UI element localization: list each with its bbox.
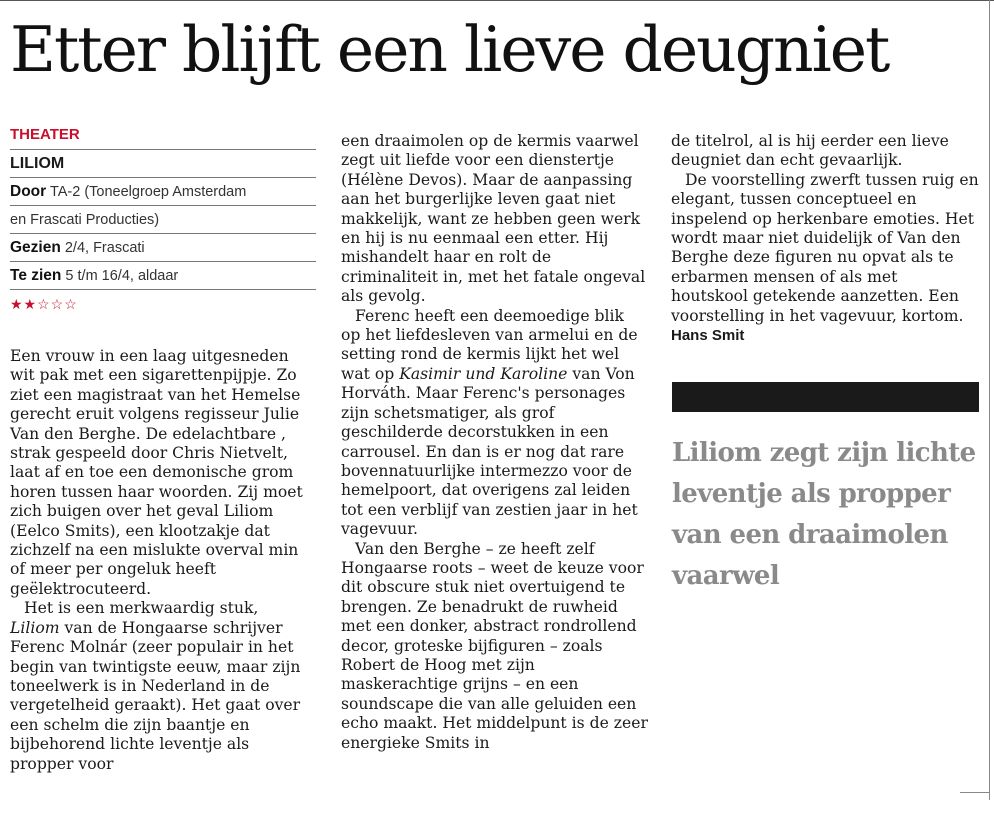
credits-row-continued (10, 206, 316, 234)
credits-value: TA-2 (Toneelgroep Amsterdam (49, 184, 247, 200)
paragraph: Van den Berghe – ze heeft zelf Hongaarse roots – weet de keuze voor dit obscure stuk niet overtuigend te brengen. Ze benadrukt de ruwheid met een donker, abstract rondrollend decor, groteske bijfiguren – zoals Robert de Hoog met zijn maskerachtige grijns – en een soundscape die van alle geluiden een echo maakt. Het middelpunt is de zeer energieke Smits in (341, 539, 648, 752)
black-bar (672, 382, 979, 412)
showing-value: 5 t/m 16/4, aldaar (65, 268, 179, 284)
factbox (10, 124, 316, 314)
paragraph: De voorstelling zwerft tussen ruig en elegant, tussen conceptueel en inspelend op herkenbare emoties. Het wordt maar niet duidelijk of Van den Berghe deze figuren nu opvat als te erbarmen mensen of als met houtskool getekende aanzetten. Een voorstelling in het vagevuur, kortom. (671, 170, 979, 325)
column-3 (671, 132, 979, 345)
top-rule (0, 0, 994, 1)
headline: Etter blijft een lieve deugniet (10, 13, 889, 86)
paragraph: Het is een merkwaardig stuk, Liliom van de Hongaarse schrijver Ferenc Molnár (zeer populair in het begin van twintigste eeuw, maar zijn toneelwerk is in Nederland in de vergetelheid geraakt). Het gaat over een schelm die zijn baantje en bijbehorend lichte leventje als propper voor (10, 599, 301, 773)
right-rule (989, 0, 990, 800)
showing-label: Te zien (10, 267, 62, 284)
seen-row (10, 234, 316, 262)
byline: Hans Smit (671, 327, 745, 345)
seen-label: Gezien (10, 239, 61, 256)
credits-label: Door (10, 183, 47, 200)
section-kicker: THEATER (10, 124, 316, 150)
column-1 (10, 347, 310, 774)
credits-value-continued: en Frascati Producties) (10, 212, 160, 228)
pull-quote: Liliom zegt zijn lichte leventje als propper van een draaimolen vaarwel (672, 438, 976, 591)
production-title: LILIOM (10, 150, 316, 178)
title-emphasis: Kasimir und Karoline (399, 364, 568, 383)
seen-value: 2/4, Frascati (64, 240, 145, 256)
paragraph: Een vrouw in een laag uitgesneden wit pak met een sigarettenpijpje. Zo ziet een magistraat van het Hemelse gerecht eruit volgens regisseur Julie Van den Berghe. De edelachtbare , strak gespeeld door Chris Nietvelt, laat af en toe een demonische grom horen tussen haar woorden. Zij moet zich buigen over het geval Liliom (Eelco Smits), een klootzakje dat zichzelf na een mislukte overval min of meer per ongeluk heeft geëlektrocuteerd. (10, 347, 303, 598)
star-rating: ★★☆☆☆ (10, 296, 78, 312)
paragraph: Ferenc heeft een deemoedige blik op het liefdesleven van armelui en de setting rond de kermis lijkt het wel wat op Kasimir und Karoline van Von Horváth. Maar Ferenc's personages zijn schetsmatiger, als grof geschilderde decorstukken in een carrousel. En dan is er nog dat rare bovennatuurlijke intermezzo voor de hemelpoort, dat overigens zal leiden tot een verblijf van zestien jaar in het vagevuur. (341, 306, 638, 539)
showing-row (10, 262, 316, 290)
title-emphasis: Liliom (10, 618, 60, 637)
credits-row (10, 178, 316, 206)
column-2 (341, 132, 648, 753)
bottom-rule (960, 792, 990, 793)
paragraph: een draaimolen op de kermis vaarwel zegt uit liefde voor een dienstertje (Hélène Devos). Maar de aanpassing aan het burgerlijke leven gaat niet makkelijk, want ze hebben geen werk en hij is nu eenmaal een etter. Hij mishandelt haar en rolt de criminaliteit in, met het fatale ongeval als gevolg. (341, 132, 646, 306)
paragraph: de titelrol, al is hij eerder een lieve deugniet dan echt gevaarlijk. (671, 132, 949, 170)
